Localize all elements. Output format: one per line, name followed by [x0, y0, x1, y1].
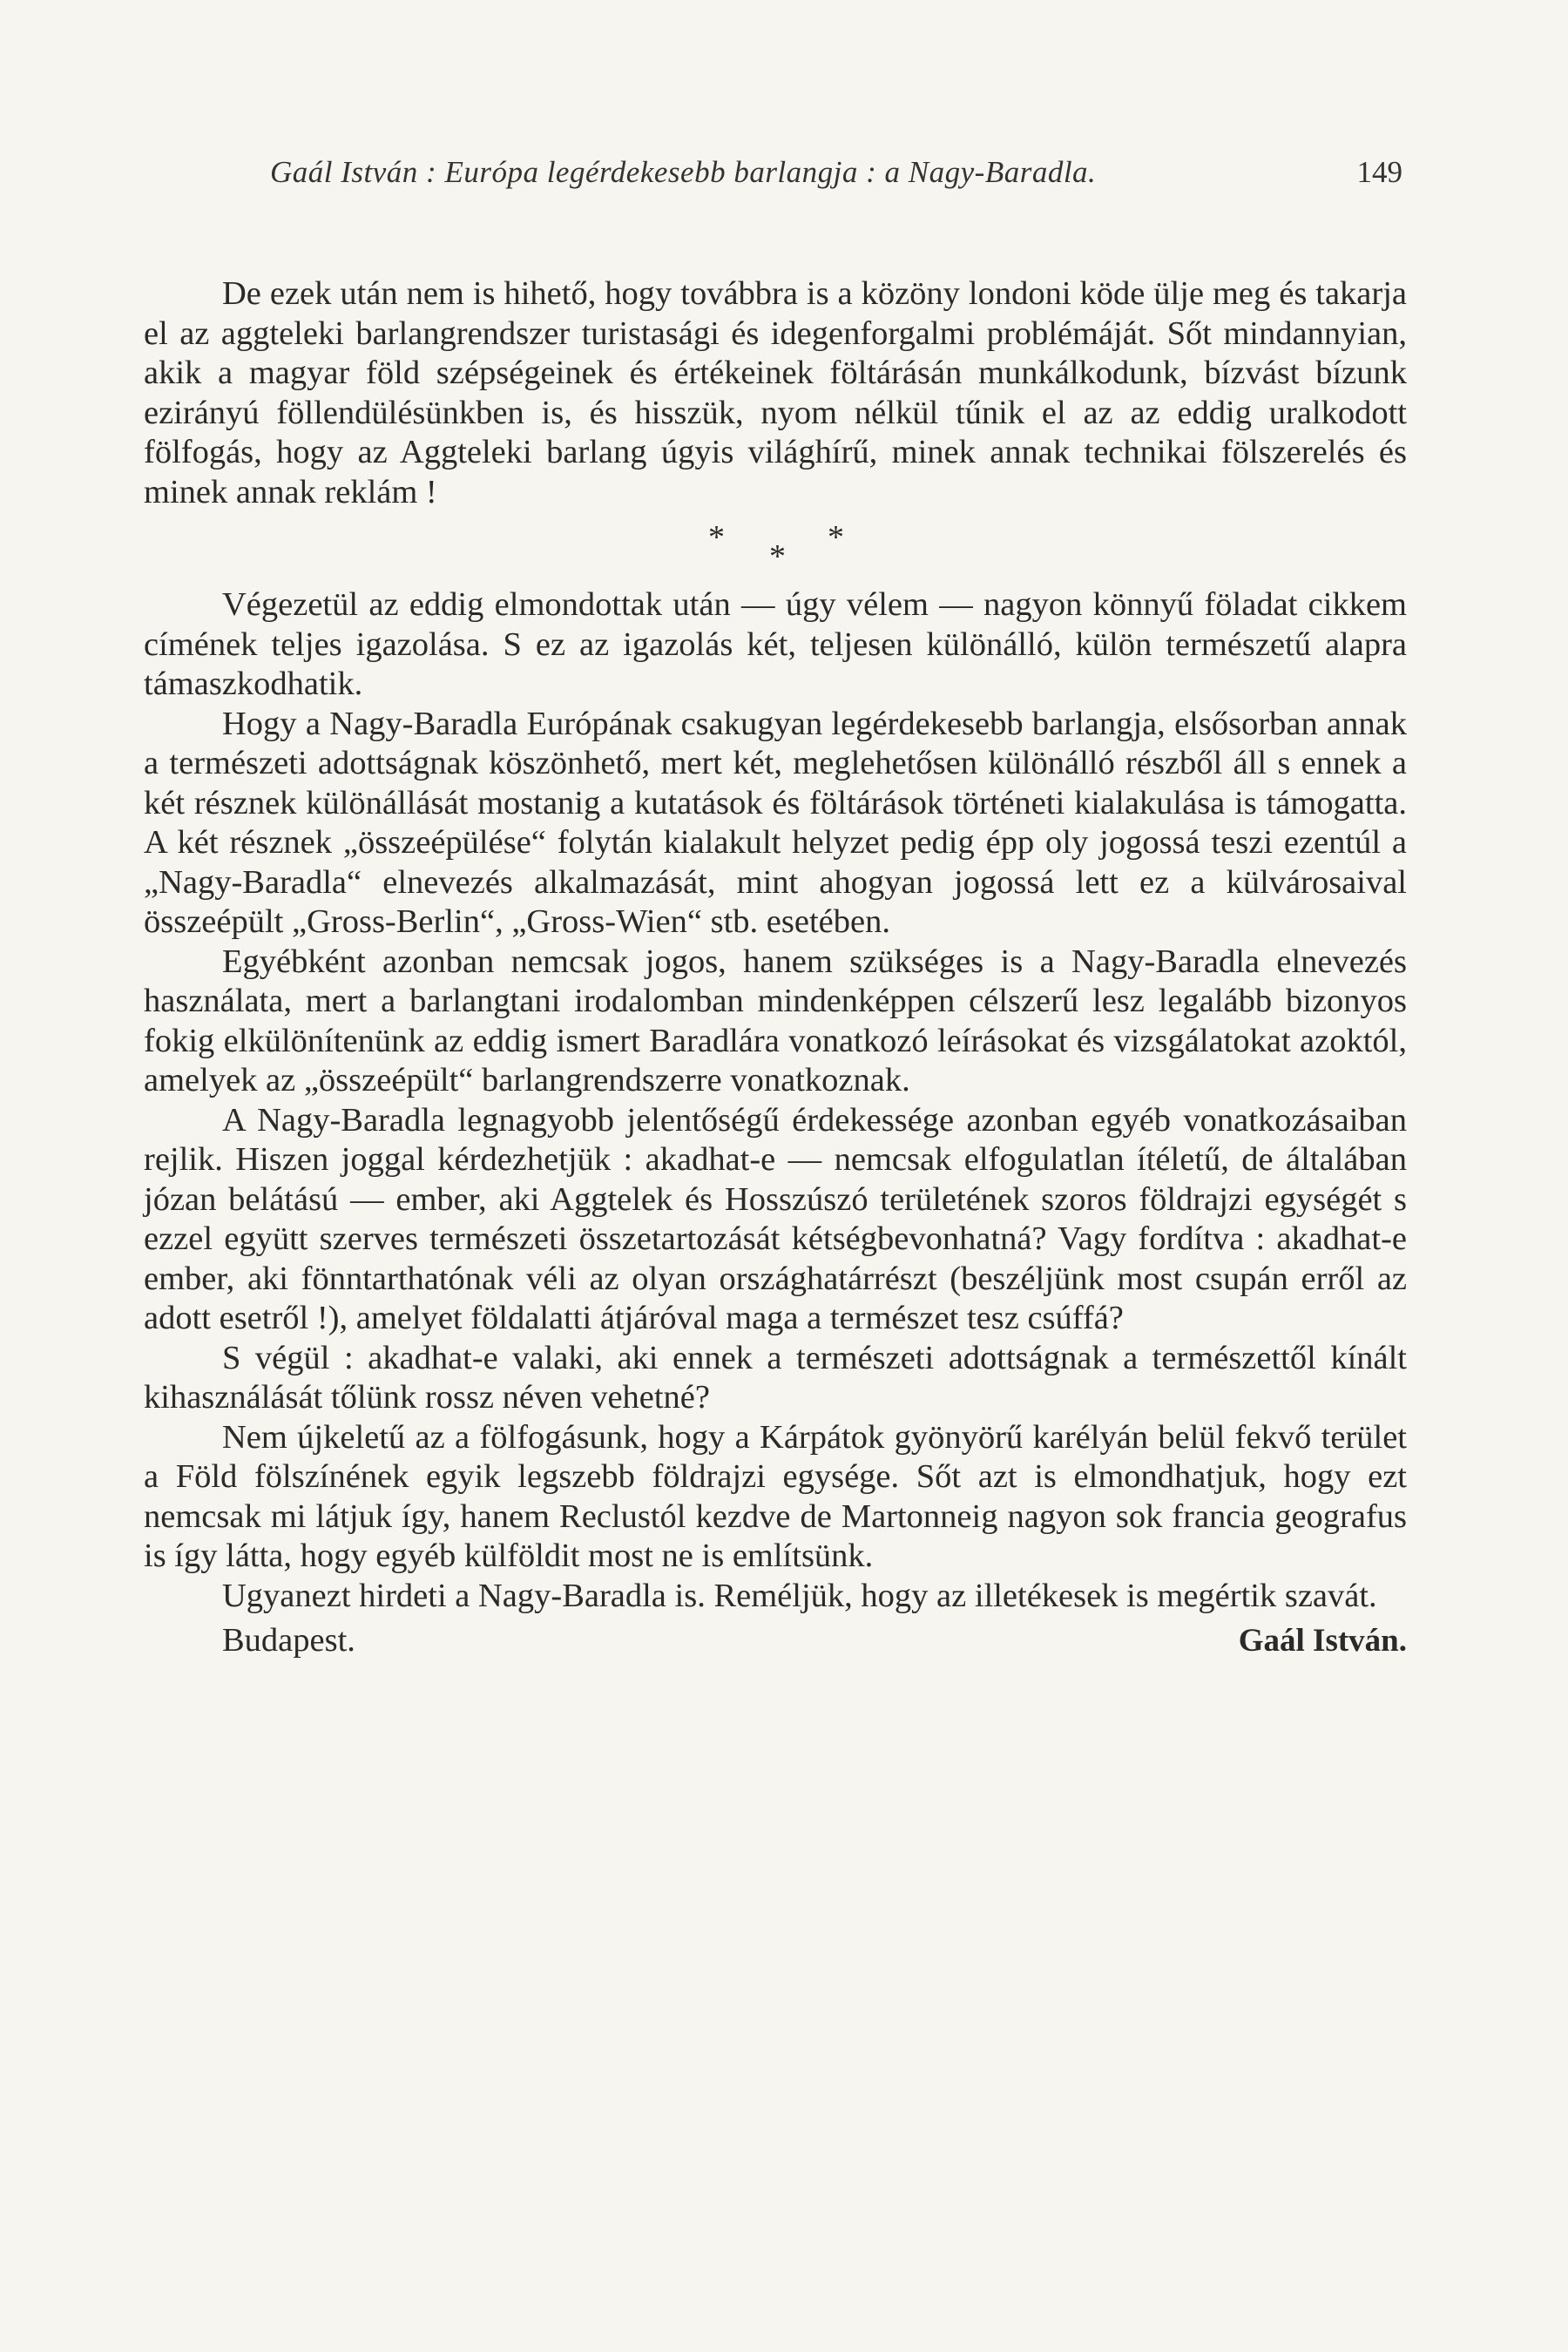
page-number: 149 [1356, 155, 1402, 189]
paragraph-7: Nem újkeletű az a fölfogásunk, hogy a Kárpátok gyönyörű karélyán belül fekvő terület a Föld fölszínének egyik legszebb földrajzi egysége. Sőt azt is elmondhatjuk, hogy ezt nemcsak mi látjuk így, hanem Reclustól kezdve de Martonneig nagyon sok francia geografus is így látta, hogy egyéb külföldit most ne is említsünk. [144, 1418, 1407, 1574]
asterisk-3: * [828, 519, 844, 556]
signature-line [144, 1621, 1407, 1673]
asterisk-2: * [769, 538, 786, 575]
place-of-writing: Budapest. [222, 1622, 355, 1659]
running-title: Gaál István : Európa legérdekesebb barlangja : a Nagy-Baradla. [270, 155, 1097, 189]
paragraph-5: A Nagy-Baradla legnagyobb jelentőségű érdekessége azonban egyéb vonatkozásaiban rejlik. Hiszen joggal kérdezhetjük : akadhat-e — nemcsak elfogulatlan ítéletű, de általában józan belátású — ember, aki Aggtelek és Hosszúszó területének szoros földrajzi egységét s ezzel együtt szerves természeti összetartozását kétségbevonhatná? Vagy fordítva : akadhat-e ember, aki fönntarthatónak véli az olyan országhatárrészt (beszéljünk most csupán erről az adott esetről !), amelyet földalatti átjáróval maga a természet tesz csúffá? [144, 1101, 1407, 1336]
asterism-divider [144, 512, 1407, 585]
paragraph-4: Egyébként azonban nemcsak jogos, hanem szükséges is a Nagy-Baradla elnevezés használata, mert a barlangtani irodalomban mindenképpen célszerű lesz legalább bizonyos fokig elkülönítenünk az eddig ismert Baradlára vonatkozó leírásokat és vizsgálatokat azoktól, amelyek az „összeépült“ barlangrendszerre vonatkoznak. [144, 943, 1407, 1098]
paragraph-2: Végezetül az eddig elmondottak után — úgy vélem — nagyon könnyű föladat cikkem címének teljes igazolása. S ez az igazolás két, teljesen különálló, külön természetű alapra támaszkodhatik. [144, 586, 1407, 702]
running-header [270, 155, 1402, 199]
author-signature: Gaál István. [1238, 1623, 1407, 1659]
paragraph-8: Ugyanezt hirdeti a Nagy-Baradla is. Reméljük, hogy az illetékesek is megértik szavát. [222, 1577, 1377, 1614]
paragraph-1: De ezek után nem is hihető, hogy továbbra is a közöny londoni köde ülje meg és takarja el az aggteleki barlangrendszer turistasági és idegenforgalmi problémáját. Sőt mindannyian, akik a magyar föld szépségeinek és értékeinek föltárásán munkálkodunk, bízvást bízunk ezirányú föllendülésünkben is, és hisszük, nyom nélkül tűnik el az az eddig uralkodott fölfogás, hogy az Aggteleki barlang úgyis világhírű, minek annak technikai fölszerelés és minek annak reklám ! [144, 275, 1407, 510]
paragraph-6: S végül : akadhat-e valaki, aki ennek a természeti adottságnak a természettől kínált kihasználását tőlünk rossz néven vehetné? [144, 1339, 1407, 1416]
paragraph-3: Hogy a Nagy-Baradla Európának csakugyan legérdekesebb barlangja, elsősorban annak a természeti adottságnak köszönhető, mert két, meglehetősen különálló részből áll s ennek a két résznek különállását mostanig a kutatások és föltárások történeti kialakulása is támogatta. A két résznek „összeépülése“ folytán kialakult helyzet pedig épp oly jogossá teszi ezentúl a „Nagy-Baradla“ elnevezés alkalmazását, mint ahogyan jogossá lett ez a külvárosaival összeépült „Gross-Berlin“, „Gross-Wien“ stb. esetében. [144, 705, 1407, 940]
asterisk-1: * [708, 519, 725, 556]
article-body [144, 274, 1407, 1673]
